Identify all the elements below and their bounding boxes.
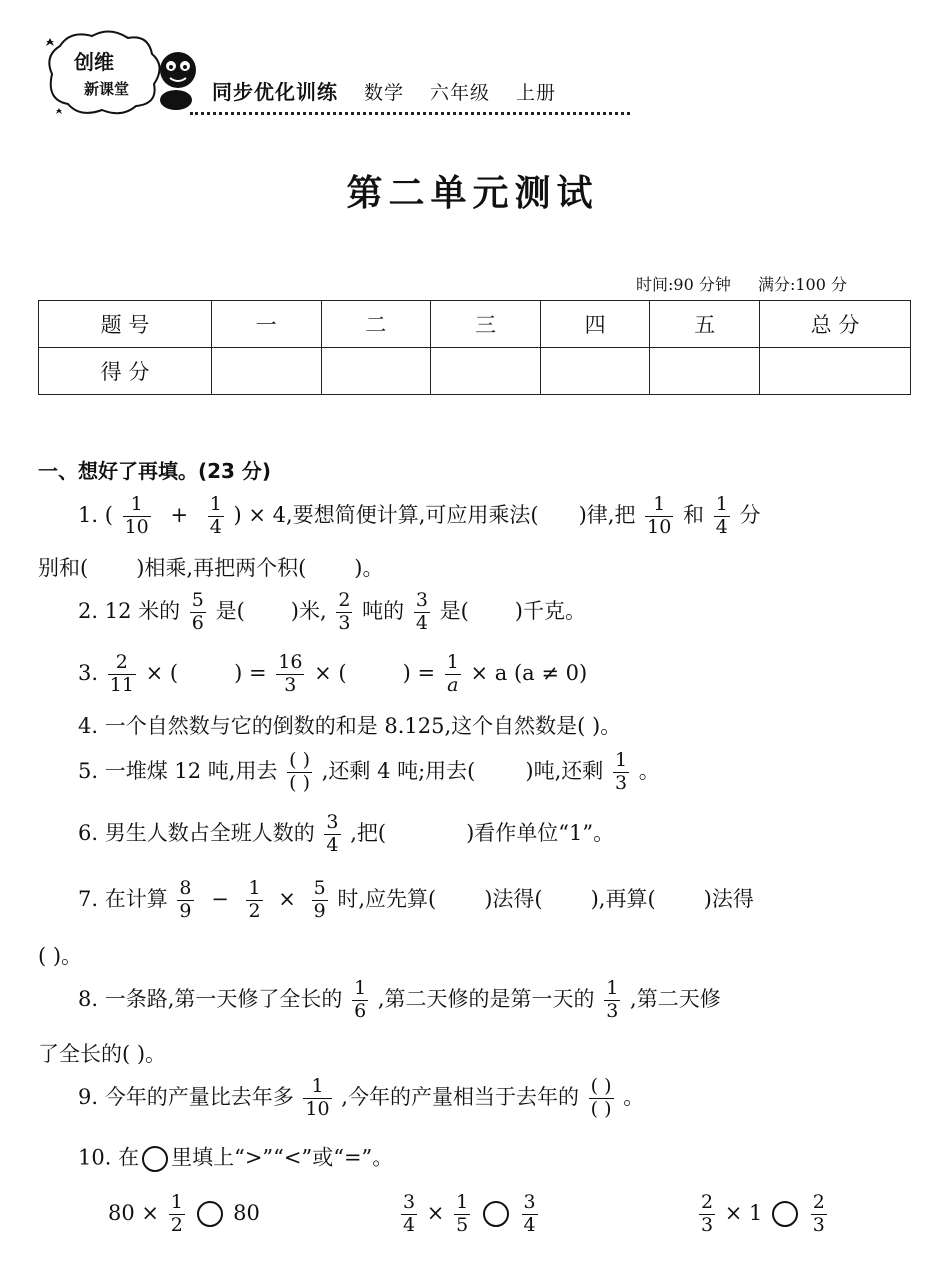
fraction: $\frac{1}{5}$ xyxy=(456,1191,469,1236)
q9-text: 9. 今年的产量比去年多 xyxy=(78,1084,294,1109)
fraction: $\frac{16}{3}$ xyxy=(278,651,303,696)
question-7-cont: ( )。 xyxy=(38,944,83,968)
q8-text: ,第二天修 xyxy=(630,986,721,1011)
exam-meta xyxy=(614,272,847,295)
score-cell[interactable] xyxy=(540,348,650,395)
score-header-cell: 四 xyxy=(540,301,650,348)
score-cell[interactable] xyxy=(431,348,541,395)
page-title: 第二单元测试 xyxy=(346,173,599,214)
q7-text: 时,应先算( xyxy=(337,886,437,911)
volume: 上册 xyxy=(515,82,556,104)
q7-text: )法得 xyxy=(703,886,754,911)
q10-text: 10. 在 xyxy=(78,1145,140,1170)
q6-text: 6. 男生人数占全班人数的 xyxy=(78,820,315,845)
fraction-blank[interactable]: $\frac{( )}{( )}$ xyxy=(289,749,311,794)
question-4: 4. 一个自然数与它的倒数的和是 8.125,这个自然数是( )。 xyxy=(78,714,622,738)
compare-circle[interactable] xyxy=(197,1201,223,1227)
subject: 数学 xyxy=(363,82,404,104)
q1-text: + xyxy=(170,502,189,527)
fraction: $\frac{1}{2}$ xyxy=(248,877,261,922)
q6-text: )看作单位“1”。 xyxy=(466,820,615,845)
score-cell[interactable] xyxy=(760,348,911,395)
q7-text: 7. 在计算 xyxy=(78,886,168,911)
score-row-label: 得 分 xyxy=(39,348,212,395)
series-name: 同步优化训练 xyxy=(212,80,338,104)
header-dotted-rule xyxy=(190,112,630,115)
q2-text: )千克。 xyxy=(514,598,586,623)
q1-text: 分 xyxy=(739,502,761,527)
brand-logo xyxy=(40,26,202,118)
compare-item-2 xyxy=(398,1192,541,1237)
fraction: $\frac{8}{9}$ xyxy=(179,877,192,922)
score-header-cell: 总 分 xyxy=(760,301,911,348)
q1-text: 1. ( xyxy=(78,502,113,527)
circle-icon xyxy=(142,1146,168,1172)
score-header-cell: 五 xyxy=(650,301,760,348)
q10-text: 里填上“>”“<”或“=”。 xyxy=(171,1145,394,1170)
score-cell[interactable] xyxy=(212,348,322,395)
q1-text: 别和( xyxy=(38,556,89,580)
score-header-cell: 三 xyxy=(431,301,541,348)
q5-text: ,还剩 4 吨;用去( xyxy=(321,758,476,783)
fraction: $\frac{1}{10}$ xyxy=(124,493,149,538)
q5-text: )吨,还剩 xyxy=(525,758,604,783)
q7-text: )法得( xyxy=(484,886,543,911)
question-10 xyxy=(78,1146,393,1172)
fraction: $\frac{2}{11}$ xyxy=(109,651,134,696)
section-heading: 一、想好了再填。(23 分) xyxy=(38,459,272,483)
q8-text: ,第二天修的是第一天的 xyxy=(377,986,595,1011)
score-table-score-row xyxy=(39,348,911,395)
fraction: $\frac{1}{3}$ xyxy=(606,977,619,1022)
fraction: $\frac{2}{3}$ xyxy=(701,1191,714,1236)
score-cell[interactable] xyxy=(321,348,431,395)
question-2 xyxy=(78,590,586,635)
fraction-blank[interactable]: $\frac{( )}{( )}$ xyxy=(590,1075,612,1120)
full-score: 满分:100 分 xyxy=(757,275,847,294)
q3-text: 3. xyxy=(78,660,99,685)
header-bar xyxy=(212,76,574,105)
fraction: $\frac{1}{a}$ xyxy=(446,651,459,696)
q2-text: 是( xyxy=(439,598,469,623)
question-1 xyxy=(78,494,761,539)
q9-text: ,今年的产量相当于去年的 xyxy=(341,1084,579,1109)
fraction: $\frac{1}{3}$ xyxy=(614,749,628,794)
fraction: $\frac{1}{6}$ xyxy=(354,977,367,1022)
fraction: $\frac{1}{2}$ xyxy=(170,1191,183,1236)
q2-text: 2. 12 米的 xyxy=(78,598,181,623)
compare-text: × 1 xyxy=(724,1200,763,1225)
score-header-cell: 题 号 xyxy=(39,301,212,348)
fraction: $\frac{1}{10}$ xyxy=(647,493,672,538)
q3-text: × ( xyxy=(314,660,347,685)
fraction: $\frac{1}{4}$ xyxy=(715,493,728,538)
q7-text: × xyxy=(278,886,296,911)
question-8 xyxy=(78,978,721,1023)
fraction: $\frac{3}{4}$ xyxy=(523,1191,536,1236)
q2-text: )米, xyxy=(290,598,327,623)
q3-text: ) = xyxy=(234,660,267,685)
fraction: $\frac{2}{3}$ xyxy=(338,589,351,634)
question-5 xyxy=(78,750,660,795)
q7-text: − xyxy=(211,886,229,911)
logo-text-bottom: 新课堂 xyxy=(84,80,130,98)
q8-text: 8. 一条路,第一天修了全长的 xyxy=(78,986,343,1011)
fraction: $\frac{1}{10}$ xyxy=(305,1075,330,1120)
q3-text: ) = xyxy=(402,660,436,685)
fraction: $\frac{5}{6}$ xyxy=(191,589,204,634)
compare-circle[interactable] xyxy=(483,1201,509,1227)
q9-text: 。 xyxy=(623,1084,645,1109)
fraction: $\frac{3}{4}$ xyxy=(326,811,339,856)
q1-text: )。 xyxy=(354,556,384,580)
fraction: $\frac{3}{4}$ xyxy=(403,1191,416,1236)
question-1-cont xyxy=(38,552,383,582)
logo-text-top: 创维 xyxy=(74,50,114,74)
grade: 六年级 xyxy=(429,82,490,104)
q1-text: )律,把 xyxy=(578,502,636,527)
compare-text: 80 × xyxy=(108,1200,159,1225)
fraction: $\frac{2}{3}$ xyxy=(812,1191,825,1236)
score-header-cell: 一 xyxy=(212,301,322,348)
q5-text: 。 xyxy=(638,758,660,783)
question-8-cont: 了全长的( )。 xyxy=(38,1042,167,1066)
q2-text: 吨的 xyxy=(362,598,405,623)
score-table-header-row xyxy=(39,301,911,348)
compare-text: × xyxy=(426,1200,445,1225)
q1-text: 和 xyxy=(683,502,705,527)
score-header-cell: 二 xyxy=(321,301,431,348)
compare-item-3 xyxy=(696,1192,830,1237)
compare-circle[interactable] xyxy=(772,1201,798,1227)
q1-text: ) × 4,要想简便计算,可应用乘法( xyxy=(233,502,539,527)
q5-text: 5. 一堆煤 12 吨,用去 xyxy=(78,758,278,783)
fraction: $\frac{5}{9}$ xyxy=(313,877,326,922)
compare-text: 80 xyxy=(233,1200,260,1225)
q2-text: 是( xyxy=(215,598,245,623)
question-6 xyxy=(78,812,614,857)
q3-text: × ( xyxy=(145,660,179,685)
question-9 xyxy=(78,1076,644,1121)
fraction: $\frac{3}{4}$ xyxy=(415,589,428,634)
q6-text: ,把( xyxy=(350,820,387,845)
fraction: $\frac{1}{4}$ xyxy=(209,493,222,538)
q7-text: ),再算( xyxy=(590,886,656,911)
score-table xyxy=(38,300,911,395)
q1-text: )相乘,再把两个积( xyxy=(136,556,307,580)
question-7 xyxy=(78,878,754,923)
compare-item-1 xyxy=(108,1192,260,1237)
time-limit: 时间:90 分钟 xyxy=(636,275,731,294)
q3-text: × a (a ≠ 0) xyxy=(470,660,588,685)
score-cell[interactable] xyxy=(650,348,760,395)
question-3 xyxy=(78,652,587,697)
